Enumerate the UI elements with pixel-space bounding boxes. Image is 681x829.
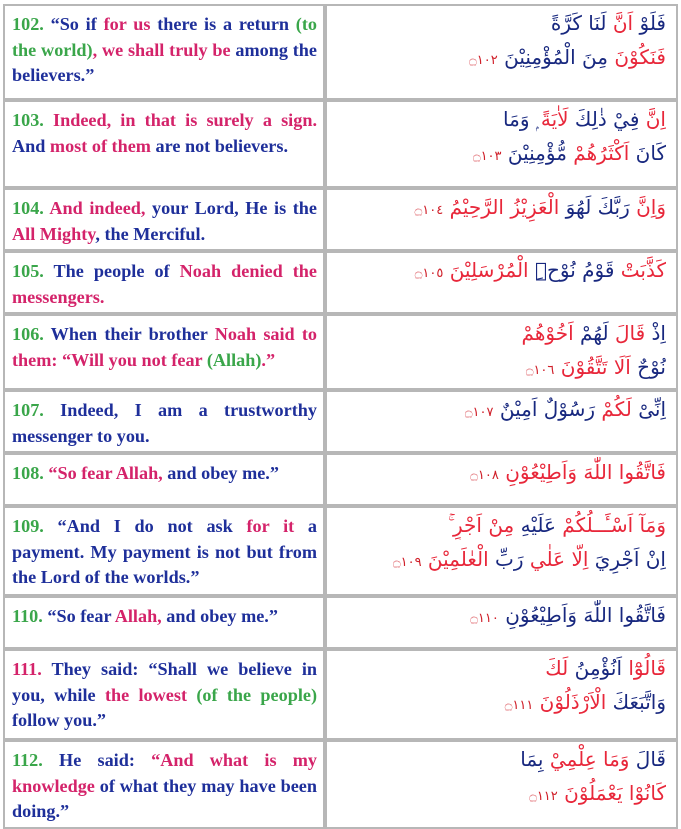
verse-translation [3,740,325,829]
arabic-line [337,42,666,76]
verse-translation [3,453,325,506]
translation-segment: 103. [12,110,44,130]
arabic-segment: فَاتَّقُوا اللّٰهَ وَاَطِيْعُوْنِ [498,603,666,627]
translation-segment: And [12,135,50,156]
arabic-segment: عَلَيْهِ [514,513,556,537]
arabic-line [337,318,666,348]
verse-arabic [325,506,678,596]
translation-segment: 107. [12,400,44,420]
arabic-segment: الْاَرْذَلُوْنَ [533,690,607,714]
arabic-line [337,192,666,226]
arabic-segment: قَالُوْٓا [622,656,666,680]
verse-arabic [325,390,678,453]
arabic-segment: اَخُوْهُمْ [521,321,574,345]
translation-segment: “And what is my knowledge [12,750,317,796]
translation-segment: All Mighty [12,223,96,244]
arabic-segment: كَذَّبَتْ [614,258,666,282]
arabic-segment: لَهُمْ [573,321,609,345]
translation-segment: follow you.” [12,710,106,730]
translation-segment: a payment. My payment is [12,516,318,562]
arabic-line [337,8,666,38]
translation-segment: (of the people) [187,684,318,705]
arabic-segment: بِمَا [520,747,544,771]
arabic-segment: اِذْ [645,321,666,345]
arabic-line [337,510,666,540]
verse-row [3,390,678,453]
verse-translation [3,649,325,740]
verse-arabic [325,251,678,314]
arabic-segment: اَلَا تَتَّقُوْنَ [554,355,631,379]
translation-segment: said to them: “Will you not fear [12,324,317,370]
verse-table-body [3,4,678,829]
arabic-segment: الرَّحِيْمُ [443,195,504,219]
ayah-number-mark: ۝١١١ [504,698,534,713]
arabic-line [337,778,666,812]
arabic-segment: مِنَ الْمُؤْمِنِيْنَ [497,45,608,69]
ayah-number-mark: ۝١٠٥ [414,266,444,281]
arabic-segment: الْمُرْسَلِيْنَ [443,258,529,282]
arabic-line [337,744,666,774]
verse-arabic [325,740,678,829]
translation-segment: and obey me.” [162,463,279,483]
arabic-line [337,544,666,578]
translation-segment: 108. [12,463,44,483]
ayah-number-mark: ۝١٠٦ [525,363,555,378]
translation-segment: the lowest [104,684,187,705]
translation-segment: , the Merciful. [95,223,206,244]
verse-arabic [325,100,678,188]
translation-segment: Noah [179,261,222,281]
translation-segment: 106. [12,324,44,344]
translation-segment: “So fear Allah, [43,463,163,483]
translation-segment: your Lord, He is the [152,198,317,218]
verse-translation [3,506,325,596]
verse-arabic [325,649,678,740]
verse-arabic [325,4,678,100]
arabic-segment: فَاتَّقُوا اللّٰهَ وَاَطِيْعُوْنِ [498,460,666,484]
verse-row [3,314,678,390]
arabic-segment: وَمَا عِلْمِيْ [543,747,630,771]
arabic-segment: اَنَّ [606,11,634,35]
arabic-segment: قَوْمُ نُوْحِۨ [528,258,615,282]
verse-arabic [325,188,678,251]
arabic-segment: رَبِّ [488,547,524,571]
arabic-segment: قَالَ [629,747,666,771]
translation-segment: are not believers. [150,135,288,156]
verse-translation [3,251,325,314]
arabic-segment: اِنِّىْ [631,397,666,421]
arabic-segment: اَنُؤْمِنُ [568,656,622,680]
arabic-segment: قَالَ [608,321,646,345]
verse-translation [3,100,325,188]
verse-arabic [325,453,678,506]
arabic-line [337,600,666,634]
arabic-segment: اَكْثَرُهُمْ [566,141,630,165]
verse-row [3,506,678,596]
verse-row [3,596,678,649]
verse-table [3,4,678,829]
translation-segment: most of them [49,135,151,156]
translation-segment: , we shall truly be [92,39,236,60]
arabic-segment: اِلَّا عَلٰي [523,547,589,571]
arabic-segment: مِنْ اَجْرٍ ۚ [448,513,515,537]
verse-row [3,649,678,740]
arabic-segment: لَكَ [545,656,569,680]
translation-segment: 105. [12,261,44,281]
arabic-segment: اِنْ اَجْرِيَ [588,547,666,571]
verse-arabic [325,596,678,649]
translation-segment: 109. [12,516,44,536]
ayah-number-mark: ۝١٠٩ [392,555,422,570]
translation-segment: there is a return [150,14,296,34]
translation-segment: 102. [12,14,44,34]
translation-segment: He said: [42,750,152,770]
verse-row [3,251,678,314]
translation-segment: “So fear [42,606,115,626]
arabic-segment: فَنَكُوْنَ [607,45,666,69]
translation-segment: (Allah) [206,349,262,370]
translation-segment: of what they may have been doing.” [12,775,317,821]
arabic-segment: كَانُوْا [622,781,666,805]
ayah-number-mark: ۝١١٢ [529,789,558,804]
verse-row [3,4,678,100]
translation-segment: 104. [12,198,44,218]
arabic-line [337,394,666,428]
arabic-line [337,352,666,386]
arabic-segment: الْعَزِيْزُ [503,195,560,219]
arabic-line [337,457,666,491]
ayah-number-mark: ۝١٠٨ [470,468,499,483]
arabic-segment: وَاتَّبَعَكَ [606,690,666,714]
arabic-segment: وَمَآ اَسْـَٔــلُكُمْ [555,513,666,537]
ayah-number-mark: ۝١٠٧ [464,405,494,420]
arabic-segment: رَبَّكَ لَهُوَ [559,195,630,219]
translation-segment: “So if [43,14,104,34]
verse-translation [3,596,325,649]
translation-segment: surely a sign. [206,110,317,130]
verse-translation [3,314,325,390]
translation-segment: 110. [12,606,43,626]
translation-segment: for us [103,14,151,34]
translation-segment: And indeed, [43,198,153,218]
translation-segment: (to the world) [12,14,318,60]
arabic-segment: الْعٰلَمِيْنَ [421,547,489,571]
ayah-number-mark: ۝١٠٣ [472,149,502,164]
arabic-segment: كَانَ [629,141,666,165]
translation-segment: Noah [214,324,257,344]
arabic-segment: مُّؤْمِنِيْنَ [501,141,567,165]
arabic-line [337,653,666,683]
arabic-segment: يَعْمَلُوْنَ [557,781,623,805]
verse-arabic [325,314,678,390]
verse-translation [3,188,325,251]
verse-row [3,188,678,251]
arabic-line [337,687,666,721]
arabic-segment: اِنَّ [639,107,666,131]
arabic-segment: فِيْ ذٰلِكَ [568,107,640,131]
translation-segment: not but from the Lord of the worlds.” [12,541,317,587]
translation-segment: “And I do not ask [43,516,247,536]
arabic-segment: لَنَا كَرَّةً [550,11,607,35]
ayah-number-mark: ۝١٠٤ [414,203,444,218]
translation-segment: for it [246,516,295,536]
arabic-segment: رَسُوْلٌ اَمِيْنٌ [493,397,596,421]
arabic-segment: ۭ وَمَا [503,107,541,131]
arabic-line [337,138,666,172]
verse-translation [3,390,325,453]
translation-segment: Indeed, I am a trustworthy messenger to you. [12,400,317,446]
translation-segment: among the believers.” [12,39,317,85]
translation-segment: 111. [12,659,42,679]
arabic-segment: نُوْحٌ [630,355,666,379]
ayah-number-mark: ۝١٠٢ [469,53,498,68]
translation-segment: When their brother [43,324,215,344]
translation-segment: .” [261,349,276,370]
verse-row [3,453,678,506]
translation-segment: The people of [43,261,180,281]
arabic-segment: فَلَوْ [633,11,666,35]
translation-segment: Allah, [114,606,162,626]
verse-row [3,740,678,829]
translation-segment: denied the messengers. [12,261,317,307]
ayah-number-mark: ۝١١٠ [470,611,499,626]
arabic-line [337,255,666,289]
translation-segment: They said: “Shall we believe in you, while [12,659,317,705]
verse-row [3,100,678,188]
arabic-line [337,104,666,134]
translation-segment: 112. [12,750,43,770]
translation-segment: and obey me.” [161,606,278,626]
arabic-segment: لَاٰيَةً [540,107,569,131]
verse-translation [3,4,325,100]
arabic-segment: لَكُمْ [595,397,632,421]
translation-segment: Indeed, in that is [43,110,207,130]
arabic-segment: وَاِنَّ [629,195,666,219]
